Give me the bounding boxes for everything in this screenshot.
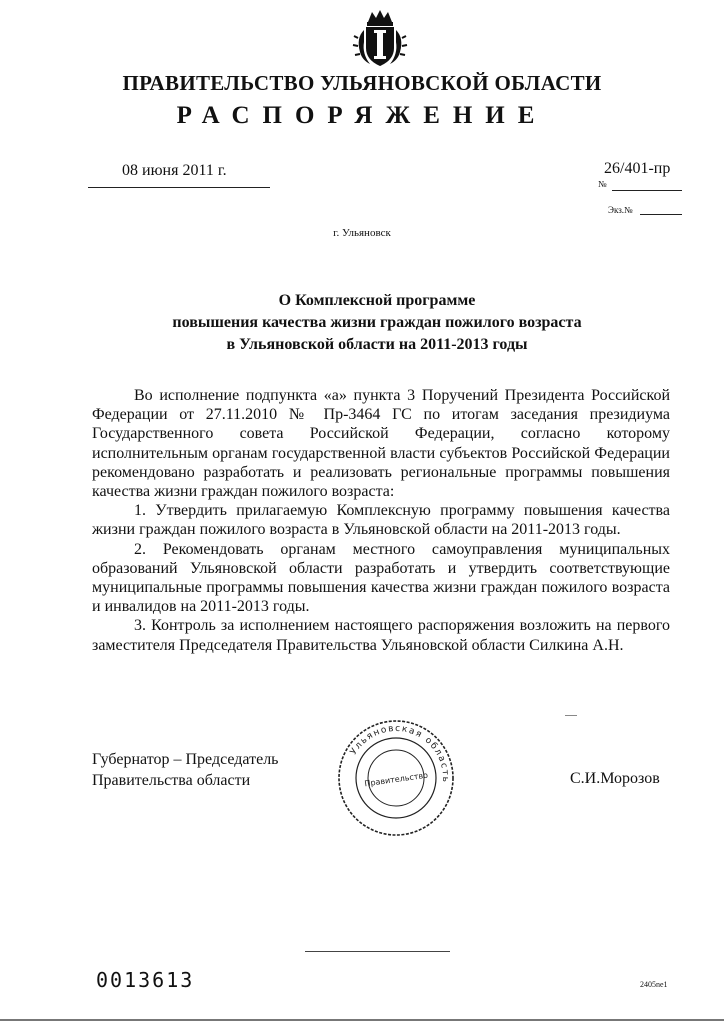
stamp-outer-text: Ульяновская область xyxy=(348,723,451,784)
preamble-paragraph: Во исполнение подпункта «а» пункта 3 Поручений Президента Российской Федерации от 27.11.2010 № Пр-3464 ГС по итогам заседания президиума Государственного совета Российской Федерации, согласно которому исполнительным органам государственной власти субъектов Российской Федерации рекомендовано разработать и реализовать региональные программы повышения качества жизни граждан пожилого возраста: xyxy=(92,387,670,501)
clause-2-paragraph: 2. Рекомендовать органам местного самоуправления муниципальных образований Ульяновской области разработать и утвердить соответствующие муниципальные программы повышения качества жизни граждан пожилого возраста и инвалидов на 2011-2013 годы. xyxy=(92,540,670,616)
heading-line-2: повышения качества жизни граждан пожилого возраста xyxy=(172,314,582,331)
number-label: № xyxy=(598,179,607,189)
number-underline xyxy=(612,190,682,191)
clause-1-paragraph: 1. Утвердить прилагаемую Комплексную программу повышения качества жизни граждан пожилого возраста в Ульяновской области на 2011-2013 годы. xyxy=(92,502,670,539)
scan-edge xyxy=(0,1019,724,1021)
margin-mark xyxy=(565,715,577,716)
document-type-title: РАСПОРЯЖЕНИЕ xyxy=(176,102,548,129)
copy-number-underline xyxy=(640,214,682,215)
signatory-name: С.И.Морозов xyxy=(570,770,660,787)
copy-number-label: Экз.№ xyxy=(608,205,633,215)
heading-line-1: О Комплексной программе xyxy=(278,292,476,309)
clause-3-paragraph: 3. Контроль за исполнением настоящего распоряжения возложить на первого заместителя Председателя Правительства Ульяновской области Силкина А.Н. xyxy=(92,617,670,654)
position-line-1: Губернатор – Председатель xyxy=(92,751,279,768)
document-heading xyxy=(90,290,664,356)
coat-of-arms-icon xyxy=(352,8,408,68)
signatory-position xyxy=(92,749,278,791)
document-date: 08 июня 2011 г. xyxy=(122,162,227,179)
footer-divider xyxy=(305,951,450,952)
document-body xyxy=(92,386,670,655)
official-stamp-icon xyxy=(336,718,456,838)
heading-line-3: в Ульяновской области на 2011-2013 годы xyxy=(226,336,528,353)
registration-number: 0013613 xyxy=(96,968,195,992)
position-line-2: Правительства области xyxy=(92,772,251,789)
date-underline xyxy=(88,187,270,188)
government-name: ПРАВИТЕЛЬСТВО УЛЬЯНОВСКОЙ ОБЛАСТИ xyxy=(122,71,602,95)
document-code: 2405ne1 xyxy=(640,980,668,989)
document-number: 26/401-пр xyxy=(604,160,671,177)
stamp-inner-text: Правительство xyxy=(363,770,429,789)
city-name: г. Ульяновск xyxy=(333,227,391,239)
